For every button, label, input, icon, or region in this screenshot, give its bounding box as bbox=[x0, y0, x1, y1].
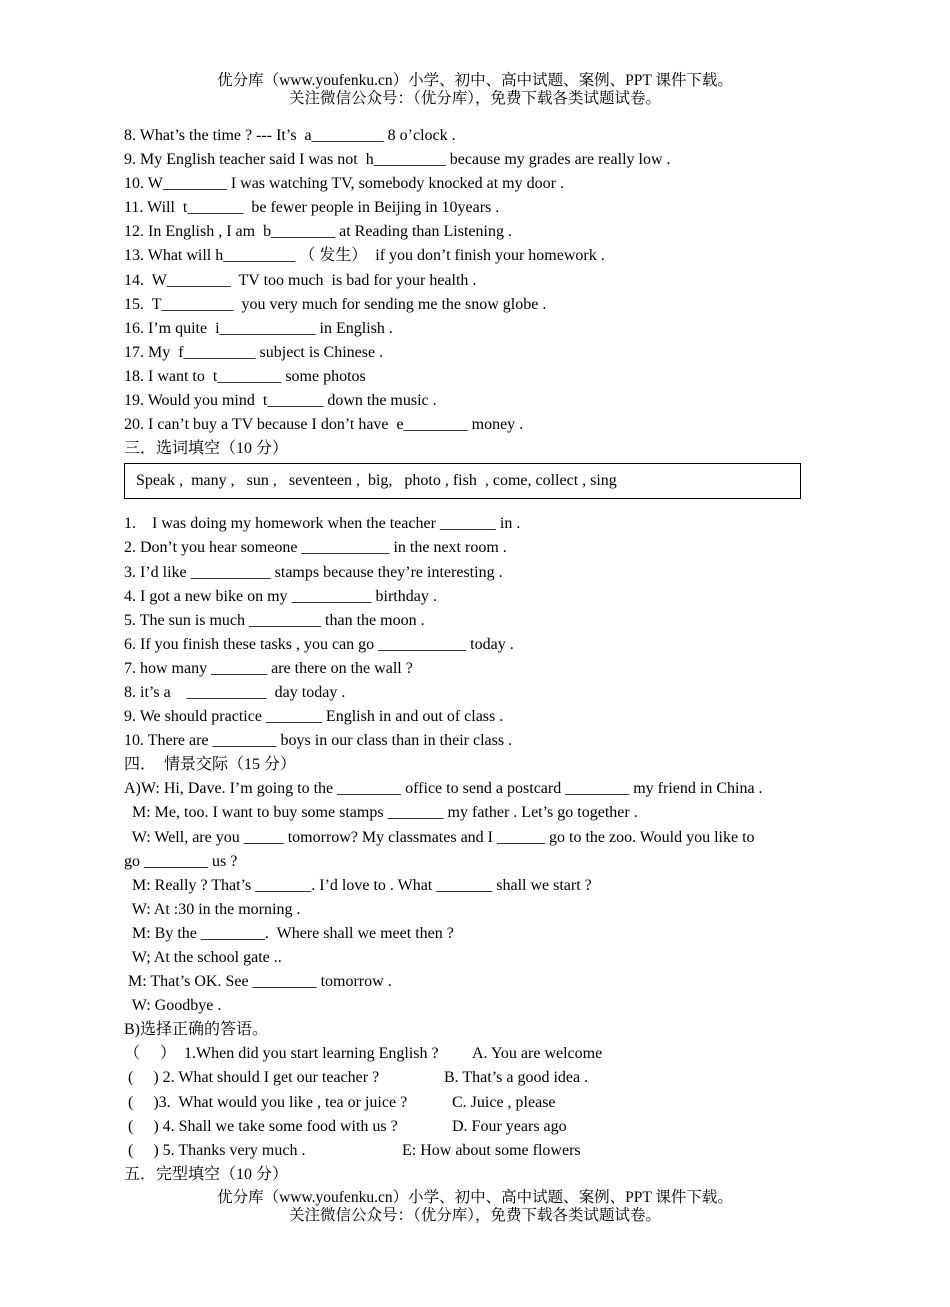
question-line: 11. Will t_______ be fewer people in Beijing in 10years . bbox=[124, 199, 500, 217]
dialogue-block bbox=[124, 777, 834, 1018]
choice-row bbox=[124, 1091, 834, 1115]
word-bank-box: Speak , many , sun , seventeen , big, photo , fish , come, collect , sing bbox=[124, 463, 801, 499]
part3-items bbox=[124, 512, 834, 753]
choice-row bbox=[124, 1066, 834, 1090]
question-line: 8. it’s a __________ day today . bbox=[124, 683, 346, 701]
choice-answer: A. You are welcome bbox=[472, 1045, 603, 1063]
choice-answer: E: How about some flowers bbox=[402, 1141, 581, 1159]
worksheet-body bbox=[124, 124, 834, 1187]
question-line: 18. I want to t________ some photos bbox=[124, 367, 366, 385]
question-line: 12. In English , I am b________ at Reading than Listening . bbox=[124, 223, 512, 241]
dialogue-line: M: That’s OK. See ________ tomorrow . bbox=[124, 973, 392, 991]
question-line: 10. W________ I was watching TV, somebody knocked at my door . bbox=[124, 175, 564, 193]
choice-answer: C. Juice , please bbox=[452, 1093, 556, 1111]
choice-row bbox=[124, 1139, 834, 1163]
dialogue-line: M: By the ________. Where shall we meet then ? bbox=[124, 924, 454, 942]
section-title-dialogue: 四． 情景交际（15 分） bbox=[124, 756, 297, 774]
choice-list bbox=[124, 1042, 834, 1162]
dialogue-line: M: Me, too. I want to buy some stamps _______ my father . Let’s go together . bbox=[124, 804, 638, 822]
choice-row bbox=[124, 1115, 834, 1139]
choice-answer: B. That’s a good idea . bbox=[444, 1069, 589, 1087]
section-b-title: B)选择正确的答语。 bbox=[124, 1021, 269, 1039]
question-line: 2. Don’t you hear someone ___________ in the next room . bbox=[124, 539, 507, 557]
dialogue-line: go ________ us ? bbox=[124, 852, 238, 870]
dialogue-line: M: Really ? That’s _______. I’d love to . What _______ shall we start ? bbox=[124, 876, 592, 894]
question-line: 6. If you finish these tasks , you can go ___________ today . bbox=[124, 635, 514, 653]
choice-question: ( ) 4. Shall we take some food with us ? bbox=[124, 1117, 398, 1135]
header-line-1: 优分库（www.youfenku.cn）小学、初中、高中试题、案例、PPT 课件下载。 bbox=[217, 72, 733, 89]
question-line: 9. My English teacher said I was not h_________ because my grades are really low . bbox=[124, 151, 671, 169]
question-line: 19. Would you mind t_______ down the music . bbox=[124, 392, 437, 410]
question-line: 8. What’s the time ? --- It’s a_________ 8 o’clock . bbox=[124, 127, 456, 144]
question-line: 14. W________ TV too much is bad for your health . bbox=[124, 271, 477, 289]
question-line: 13. What will h_________ （ 发生） if you don’t finish your homework . bbox=[124, 247, 605, 265]
footer-line-2: 关注微信公众号：（优分库），免费下载各类试题试卷。 bbox=[288, 1207, 661, 1224]
section-title-cloze: 五．完型填空（10 分） bbox=[124, 1165, 289, 1183]
choice-question: （ ） 1.When did you start learning English ? bbox=[124, 1045, 439, 1063]
question-line: 10. There are ________ boys in our class than in their class . bbox=[124, 732, 513, 750]
question-line: 9. We should practice _______ English in and out of class . bbox=[124, 708, 504, 726]
question-line: 5. The sun is much _________ than the moon . bbox=[124, 611, 425, 629]
choice-row bbox=[124, 1042, 834, 1066]
question-line: 7. how many _______ are there on the wall ? bbox=[124, 659, 413, 677]
question-line: 1. I was doing my homework when the teacher _______ in . bbox=[124, 515, 521, 533]
footer-line-1: 优分库（www.youfenku.cn）小学、初中、高中试题、案例、PPT 课件下载。 bbox=[217, 1189, 733, 1206]
question-line: 16. I’m quite i____________ in English . bbox=[124, 319, 393, 337]
header-line-2: 关注微信公众号：（优分库），免费下载各类试题试卷。 bbox=[288, 90, 661, 107]
choice-answer: D. Four years ago bbox=[452, 1117, 567, 1135]
question-line: 20. I can’t buy a TV because I don’t have e________ money . bbox=[124, 416, 524, 434]
dialogue-line: W: Well, are you _____ tomorrow? My classmates and I ______ go to the zoo. Would you like to bbox=[124, 828, 755, 846]
question-line: 15. T_________ you very much for sending me the snow globe . bbox=[124, 295, 547, 313]
choice-question: ( ) 2. What should I get our teacher ? bbox=[124, 1069, 380, 1087]
dialogue-line: W: At :30 in the morning . bbox=[124, 900, 301, 918]
dialogue-line: W: Goodbye . bbox=[124, 997, 222, 1015]
choice-question: ( ) 5. Thanks very much . bbox=[124, 1141, 306, 1159]
page-header bbox=[0, 72, 950, 108]
dialogue-line: W; At the school gate .. bbox=[124, 949, 282, 966]
question-line: 3. I’d like __________ stamps because they’re interesting . bbox=[124, 563, 503, 581]
question-line: 4. I got a new bike on my __________ birthday . bbox=[124, 587, 437, 605]
part2-items bbox=[124, 124, 834, 437]
question-line: 17. My f_________ subject is Chinese . bbox=[124, 343, 384, 361]
page-footer bbox=[0, 1189, 950, 1225]
section-title-word-fill: 三．选词填空（10 分） bbox=[124, 440, 289, 458]
choice-question: ( )3. What would you like , tea or juice ? bbox=[124, 1093, 408, 1111]
dialogue-line: A)W: Hi, Dave. I’m going to the ________ office to send a postcard ________ my friend in China . bbox=[124, 780, 763, 798]
